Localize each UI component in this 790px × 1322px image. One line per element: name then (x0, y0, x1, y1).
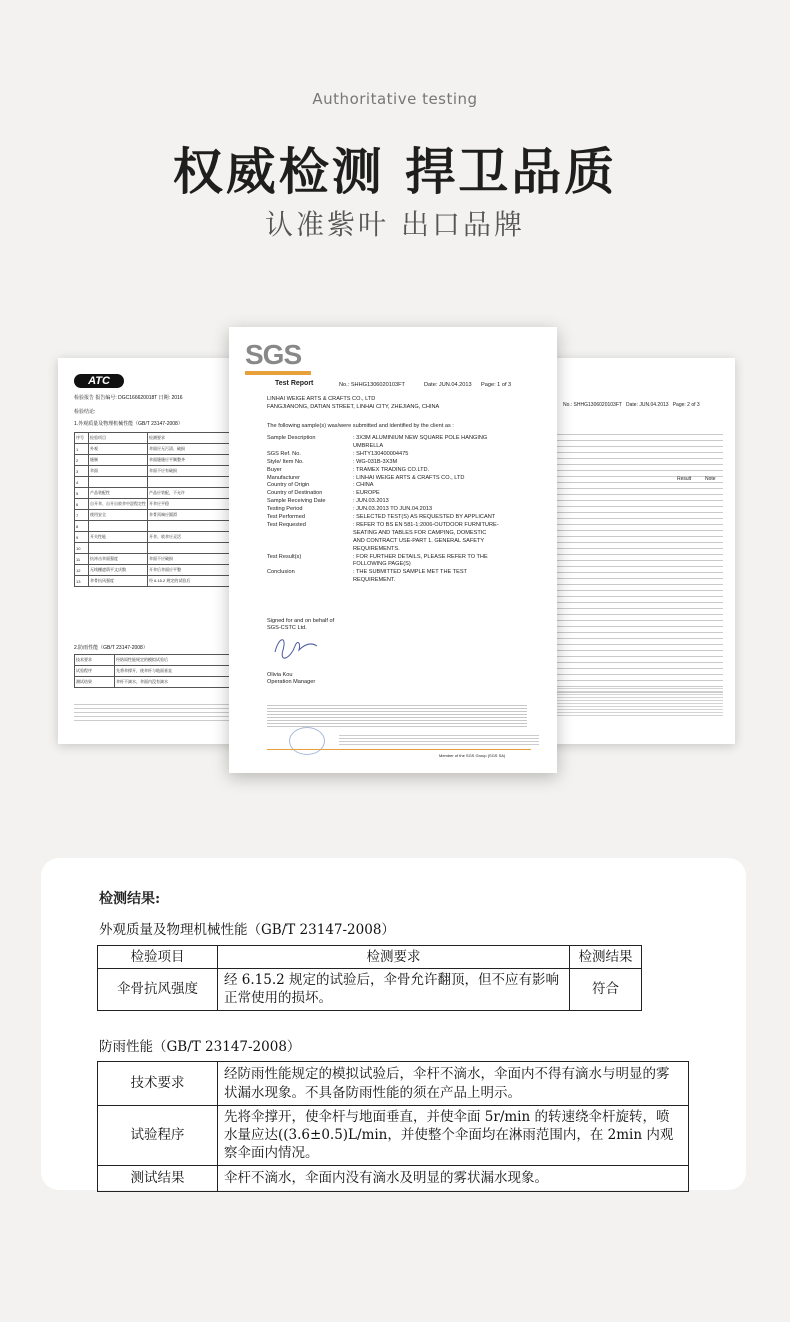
table-cell: 2 (75, 455, 89, 466)
table-cell: 伞面 (89, 466, 148, 477)
sgs-field-label: Country of Destination (267, 490, 323, 497)
table-cell (89, 477, 148, 488)
sgs-field-value: : 3X3M ALUMINIUM NEW SQUARE POLE HANGING (353, 435, 488, 441)
sgs-field-value: REQUIREMENTS. (353, 545, 400, 552)
row-label: 技术要求 (98, 1062, 218, 1106)
sgs-field-value: REQUIREMENT. (353, 577, 396, 584)
sgs-field-value: : SHTY130400004475 (353, 450, 409, 457)
sgs-date: Date: JUN.04.2013 (424, 382, 472, 388)
sgs-member: Member of the SGS Group (SGS SA) (439, 753, 506, 758)
right-page: Page: 2 of 3 (672, 402, 700, 408)
table-cell: 7 (75, 510, 89, 521)
sgs-signed-line2: SGS-CSTC Ltd. (267, 625, 307, 631)
sgs-field-label: Sample Receiving Date (267, 498, 326, 505)
table-cell: 缝制 (89, 455, 148, 466)
table-cell: 3 (75, 466, 89, 477)
row-result: 符合 (570, 969, 642, 1010)
section2-title: 防雨性能（GB/T 23147-2008） (99, 1039, 301, 1055)
table-cell: 产品应装配，不允许 (148, 488, 259, 499)
sgs-field-value: SEATING AND TABLES FOR CAMPING, DOMESTIC (353, 529, 487, 536)
table-cell: 6 (75, 499, 89, 510)
atc-conclusion-label: 检验结论: (74, 409, 96, 415)
header-requirement: 检测要求 (218, 946, 570, 969)
table-cell: 产品装配性 (89, 488, 148, 499)
right-date: Date: JUN.04.2013 (626, 402, 669, 408)
table-cell: 伞面应无污渍、破损 (148, 444, 259, 455)
sgs-logo-bar (245, 371, 311, 375)
table-cell: 自开伞、自开自收伞中涩程定性 (89, 499, 148, 510)
table-cell: 伞面不应有破损 (148, 466, 259, 477)
table-cell: 开关性能 (89, 532, 148, 543)
sgs-disclaimer (267, 705, 527, 727)
table-cell: 先将伞撑开，使伞杆与地面垂直 (115, 666, 259, 677)
sgs-field-label: Buyer (267, 466, 282, 473)
table-cell: 4 (75, 477, 89, 488)
table-cell: 12 (75, 565, 89, 576)
page-title: 权威检测 捍卫品质 (172, 143, 618, 201)
table-cell: 8 (75, 521, 89, 532)
sgs-field-label: SGS Ref. No. (267, 450, 301, 457)
sgs-field-value: : SELECTED TEST(S) AS REQUESTED BY APPLICANT (353, 514, 496, 520)
results-panel (41, 858, 746, 1190)
sgs-field-label: Sample Description (267, 435, 316, 441)
sgs-address-block (339, 735, 539, 747)
atc-report-line: 检验报告 报告编号: DGC166620018T 日期: 2016 (74, 395, 183, 401)
header-item: 检验项目 (98, 946, 218, 969)
table-row (98, 1106, 689, 1166)
sgs-field-value: : LINHAI WEIGE ARTS & CRAFTS CO., LTD (353, 474, 465, 481)
sgs-stamp (289, 727, 325, 755)
page-subtitle: 认准紫叶 出口品牌 (265, 208, 525, 241)
row-text: 伞杆不滴水，伞面内没有滴水及明显的雾状漏水现象。 (218, 1165, 689, 1191)
table-row (98, 1062, 689, 1106)
row-text: 先将伞撑开，使伞杆与地面垂直，并使伞面 5r/min 的转速绕伞杆旋转，喷水量应达((3.6±0.5)L/min，并使整个伞面均在淋雨范围内，在 2min 内观察伞面内情况。 (218, 1106, 689, 1166)
table-cell: 外观 (89, 444, 148, 455)
atc-footer (74, 704, 254, 724)
right-cert-footer (547, 688, 723, 718)
sgs-page: Page: 1 of 3 (481, 382, 512, 388)
table-cell: 试验程序 (75, 666, 115, 677)
right-certificate (527, 358, 735, 744)
table-cell: 1 (75, 444, 89, 455)
table-cell: 测试结果 (75, 677, 115, 688)
table-row (98, 969, 642, 1010)
sgs-field-value: : JUN.03.2013 (353, 498, 389, 505)
sgs-signer-title: Operation Manager (267, 679, 316, 685)
table-cell: 技术要求 (75, 655, 115, 666)
row-label: 试验程序 (98, 1106, 218, 1166)
sgs-report-title: Test Report (275, 380, 314, 387)
table-cell: 伞面不应破损 (148, 554, 259, 565)
sgs-field-value: UMBRELLA (353, 442, 384, 449)
table-cell: 13 (75, 576, 89, 587)
sgs-field-value: FOLLOWING PAGE(S) (353, 561, 411, 568)
table-cell: 使用安全 (89, 510, 148, 521)
sgs-field-value: : WG-031B-3X3M (353, 458, 398, 465)
table-cell: 10 (75, 543, 89, 554)
atc-section1: 1.外观质量及物理机械性能（GB/T 23147-2008） (74, 421, 183, 427)
table-cell: 抗冲击伞面强度 (89, 554, 148, 565)
table-cell: 序号 (75, 433, 89, 444)
sgs-field-label: Country of Origin (267, 482, 310, 489)
table-cell: 检测要求 (148, 433, 259, 444)
right-col-note: Note (705, 476, 716, 482)
sgs-field-label: Conclusion (267, 569, 295, 576)
sgs-intro: The following sample(s) was/were submitted and identified by the client as : (267, 423, 454, 429)
right-cert-header (563, 402, 700, 408)
section1-title: 外观质量及物理机械性能（GB/T 23147-2008） (99, 922, 395, 938)
row-requirement: 经 6.15.2 规定的试验后，伞骨允许翻顶，但不应有影响正常使用的损坏。 (218, 969, 570, 1010)
sgs-signed-line1: Signed for and on behalf of (267, 618, 335, 624)
sgs-field-label: Style/ Item No. (267, 458, 304, 465)
atc-logo: ATC (74, 374, 124, 388)
table-header-row (98, 946, 642, 969)
table-cell: 开伞、收伞应灵活 (148, 532, 259, 543)
sgs-signer-name: Olivia Kou (267, 672, 293, 678)
row-item: 伞骨抗风强度 (98, 969, 218, 1010)
sgs-field-label: Testing Period (267, 506, 303, 513)
table-row (98, 1165, 689, 1191)
right-cert-text (547, 434, 723, 694)
table-cell: 开伞应平稳 (148, 499, 259, 510)
sgs-field-value: : CHINA (353, 482, 374, 489)
wind-strength-table (97, 945, 642, 1011)
right-col-result: Result (677, 476, 692, 482)
sgs-client-address: FANGJIANONG, DATIAN STREET, LINHAI CITY, ZHEJIANG, CHINA (267, 404, 440, 410)
table-cell: 9 (75, 532, 89, 543)
atc-section2: 2.防雨性能（GB/T 23147-2008） (74, 645, 148, 651)
rainproof-table (97, 1061, 689, 1192)
sgs-field-value: : EUROPE (353, 490, 380, 497)
sgs-report-no: No.: SHHG1306020103FT (339, 382, 405, 388)
table-cell: 伞杆不滴水，伞面内没有滴水 (115, 677, 259, 688)
sgs-field-label: Manufacturer (267, 474, 300, 481)
table-cell: 经防雨性能规定的模拟试验后 (115, 655, 259, 666)
header-result: 检测结果 (570, 946, 642, 969)
sgs-field-label: Test Result(s) (267, 553, 302, 560)
table-cell: 经 6.15.2 规定的试验后 (148, 576, 259, 587)
table-cell: 无线棚遮荫平文庆散 (89, 565, 148, 576)
table-cell (89, 521, 148, 532)
sgs-field-value: : TRAMEX TRADING CO.LTD. (353, 466, 430, 473)
sgs-field-value: : REFER TO BS EN 581-1:2006-OUTDOOR FURNITURE- (353, 521, 499, 528)
sgs-field-value: : FOR FURTHER DETAILS, PLEASE REFER TO THE (353, 553, 488, 560)
subtitle-english: Authoritative testing (312, 90, 478, 108)
signature-graphic (271, 632, 321, 662)
table-cell: 5 (75, 488, 89, 499)
table-cell: 检验项目 (89, 433, 148, 444)
sgs-field-value: AND CONTRACT USE-PART 1. GENERAL SAFETY (353, 537, 485, 544)
sgs-field-label: Test Requested (267, 521, 306, 528)
sgs-logo: SGS (245, 339, 302, 370)
atc-certificate (58, 358, 258, 744)
table-cell: 11 (75, 554, 89, 565)
table-cell: 伞面缝缝应平顺整齐 (148, 455, 259, 466)
sgs-certificate (229, 327, 557, 773)
table-cell: 开伞后伞面应平整 (148, 565, 259, 576)
sgs-field-label: Test Performed (267, 514, 305, 520)
table-cell: 伞骨顶端应圆滑 (148, 510, 259, 521)
table-cell (89, 543, 148, 554)
results-heading: 检测结果: (99, 891, 161, 907)
sgs-field-value: : THE SUBMITTED SAMPLE MET THE TEST (353, 569, 467, 576)
right-report-no: No.: SHHG1306020103FT (563, 402, 622, 408)
sgs-footer-line (267, 749, 531, 750)
sgs-field-value: : JUN.03.2013 TO JUN.04.2013 (353, 506, 433, 513)
sgs-client-name: LINHAI WEIGE ARTS & CRAFTS CO., LTD (267, 396, 376, 402)
row-text: 经防雨性能规定的模拟试验后，伞杆不滴水，伞面内不得有滴水与明显的雾状漏水现象。不具备防雨性能的须在产品上明示。 (218, 1062, 689, 1106)
table-cell: 伞骨抗风强度 (89, 576, 148, 587)
row-label: 测试结果 (98, 1165, 218, 1191)
